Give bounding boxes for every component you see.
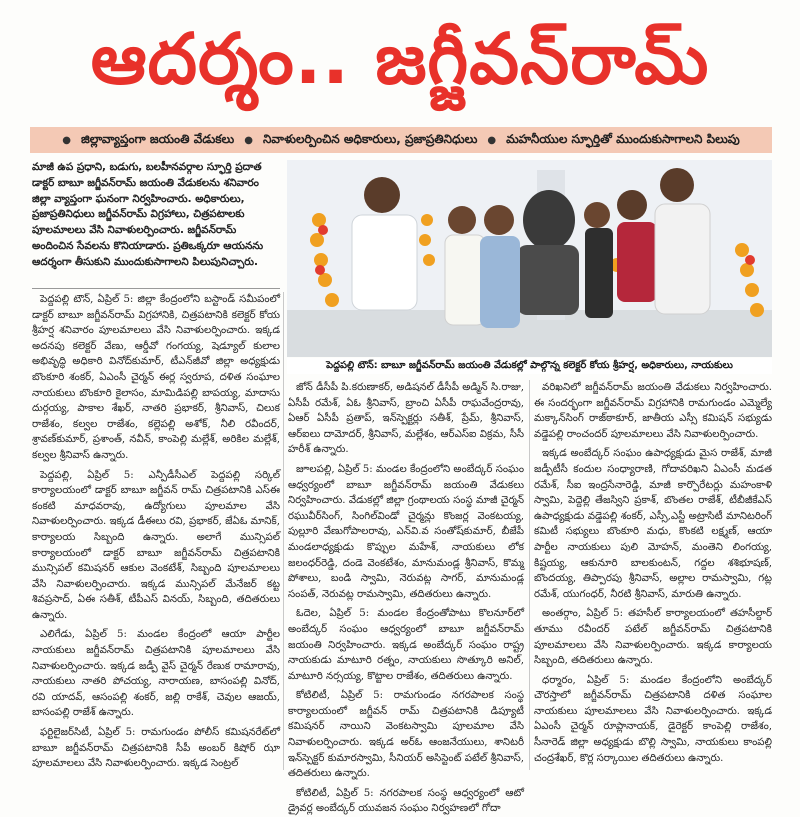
photo-caption: పెద్దపల్లి టౌన్: బాబూ జగ్జీవన్‌రామ్ జయంతి వేడుకల్లో పాల్గొన్న కలెక్టర్ కోయ శ్రీహర్ష, అధికారులు, నాయకులు — [287, 358, 772, 374]
column-divider — [283, 292, 284, 770]
photo-illustration — [287, 160, 772, 357]
lead-paragraph: మాజీ ఉప ప్రధాని, బడుగు, బలహీనవర్గాల స్ఫూర్తి ప్రదాత డాక్టర్ బాబూ జగ్జీవన్‌రామ్ జయంతి వేడుకలను శనివారం జిల్లా వ్యాప్తంగా ఘనంగా నిర్వహించారు. అధికారులు, ప్రజాప్రతినిధులు జగ్జీవన్‌రామ్ విగ్రహాలు, చిత్రపటాలకు పూలమాలలు వేసి నివాళులర్పించారు. జగ్జీవన్‌రామ్ అందించిన సేవలను కొనియాడారు. ప్రతిఒక్కరూ ఆయనను ఆదర్శంగా తీసుకుని ముందుకుసాగాలని పిలుపునిచ్చారు. — [32, 161, 264, 268]
article-paragraph: వరిఖనిలో జగ్జీవన్‌రామ్ జయంతి వేడుకలు నిర్వహించారు. ఈ సందర్భంగా జగ్జీవన్‌రామ్ విగ్రహానికి రామగుండం ఎమ్మెల్యే మక్కాన్‌సింగ్ రాజ్‌ఠాకూర్, జాతీయ ఎస్సీ కమిషన్ సభ్యుడు వడ్డెపల్లి రాంచందర్ పూలమాలలు వేసి నివాళులర్పించారు. — [534, 382, 772, 440]
article-column-3 — [534, 380, 772, 770]
article-column-1 — [32, 292, 280, 770]
article-paragraph: ఫర్టిలైజర్‌సిటీ, ఏప్రిల్ 5: రామగుండం పోలీస్ కమిషనరేట్‌లో బాబూ జగ్జీవన్‌రామ్ చిత్రపటానికి సీపీ అంబర్ కిషోర్ ఝా పూలమాలలు వేసి నివాళులర్పించారు. ఇక్కడ సెంట్రల్ — [32, 727, 280, 770]
article-paragraph: ఓదెల, ఏప్రిల్ 5: మండల కేంద్రంతోపాటు కొలనూర్‌లో అంబేద్కర్ సంఘం ఆధ్వర్యంలో బాబూ జగ్జీవన్‌రామ్ జయంతి నిర్వహించారు. ఇక్కడ అంబేద్కర్ సంఘం రాష్ట్ర నాయకుడు మాటూరి రత్నం, నాయకులు సొత్కూరి అనిల్, మాటూరి నర్సయ్య, కొట్టాల రాజేశం, తదితరులు ఉన్నారు. — [288, 608, 524, 682]
article-paragraph: జూలపల్లి, ఏప్రిల్ 5: మండల కేంద్రంలోని అంబేద్కర్ సంఘం ఆధ్వర్యంలో బాబూ జగ్జీవన్‌రామ్ జయంతి వేడుకలు నిర్వహించారు. వేడుకల్లో జిల్లా గ్రంథాలయ సంస్థ మాజీ చైర్మన్ రఘువీర్‌సింగ్, సింగిల్‌విండో చైర్మన్లు కొంజర్ల వెంకటయ్య, పుల్లూరి వేణుగోపాలరావు, ఎన్‌వి.వ‌ సంతోష్‌కుమార్, బీజేపీ మండలాధ్యక్షుడు కొప్పుల మహేశ్, నాయకులు లోక జలంధర్‌రెడ్డి, దండె వెంకటేశం, మానుమండ్ల శ్రీనివాస్, కొమ్మ పోశాలు, బండి స్వామి, నెరువట్ల సాగర్, మానుమండ్ల సంపత్, నెరువట్ల రామస్వామి, తదితరులు ఉన్నారు. — [288, 463, 524, 600]
article-paragraph: జోన్ డీసీపీ పి.కరుణాకర్, అడిషనల్ డీసీపీ అడ్మిన్ సి.రాజు, ఏసీపీ రమేశ్, ఏఓ శ్రీనివాస్, బ్రాంచి ఏసీపీ రాఘవేంద్రరావు, ఏఆర్ ఏసీపీ ప్రతాప్, ఇన్‌స్పెక్టర్లు సతీశ్, ప్రేమ్, శ్రీనివాస్, ఆర్ఐలు దామోదర్, శ్రీనివాస్, మల్లేశం, ఆర్ఎస్ఐ విక్రమ, సీసీ హరీశ్ ఉన్నారు. — [288, 382, 524, 456]
article-paragraph: ఇక్కడ అంబేద్కర్ సంఘం ఉపాధ్యక్షుడు మైస రాజేశ్, మాజీ జడ్పీటీసీ కందుల సంధ్యారాణి, గోదావరిఖని ఏఎంసీ మడత రమేశ్, సీఐ ఇంద్రసేనారెడ్డి, మాజీ కార్పొరేటర్లు మహంకాళి స్వామి, పెద్దెల్లి తేజస్విని ప్రకాశ్, బొంతల రాజేశ్, టీబీజీకేఎస్ ఉపాధ్యక్షుడు వడ్డెపల్లి శంకర్, ఎస్సీ,ఎస్టీ అట్రాసిటీ మానిటరింగ్ కమిటీ సభ్యులు బొంకూరి మధు, కొంకటి లక్ష్మణ్, ఆయా పార్టీల నాయకులు పులి మోహన్, మంతెని లింగయ్య, కిష్టయ్య, ఆకునూరి బాలకుంటన్, గద్దల శశిభూషణ్, బొందయ్య, తిప్పారపు శ్రీనివాస్, అల్లాల రామస్వామి, గట్ల రమేశ్, యుగంధర్, నీరటి శ్రీనివాస్, మారుతి ఉన్నారు. — [534, 448, 772, 600]
bullet-icon: ● — [244, 134, 253, 146]
article-paragraph: పెద్దపల్లి టౌన్, ఏప్రిల్ 5: జిల్లా కేంద్రంలోని బస్టాండ్ సమీపంలో డాక్టర్ బాబూ జగ్జీవన్‌రామ్ విగ్రహానికి, చిత్రపటానికి కలెక్టర్ కోయ శ్రీహర్ష శనివారం పూలమాలలు వేసి నివాళులర్పించారు. ఇక్కడ అదనపు కలెక్టర్ వేణు, ఆర్డీవో గంగయ్య, షెడ్యూల్ కులాల అభివృద్ధి అధికారి వినోద్‌కుమార్, టీఎన్‌జీవో జిల్లా అధ్యక్షుడు బొంకూరి శంకర్, ఏఎంసీ చైర్మన్ ఈర్ల స్వరూప, దళిత సంఘాల నాయకులు బొంకూరి కైలాసం, మామిడిపల్లి బాపయ్య, మాదాసు దుర్గయ్య, పాకాల శేఖర్, నాతరి ప్రభాకర్, శ్రీనివాస్, చిలుక రాజేశం, కల్వల రాజేశం, కల్లెపల్లి అశోక్, నీలి రవీందర్, శ్రావణ్‌కుమార్, ప్రశాంత్, నవీన్, కాంపెల్లి మల్లేశ్, అరికిల మల్లేశ్, కల్వల శ్రీనివాస్ ఉన్నారు. — [32, 294, 280, 461]
headline — [0, 0, 800, 118]
article-paragraph: కోటిలిటీ, ఏప్రిల్ 5: రామగుండం నగరపాలక సంస్థ కార్యాలయంలో జగ్జీవన్ రామ్ చిత్రపటానికి డిప్యూటీ కమిషనర్ నాయిని వెంకటస్వామి పూలమాల వేసి నివాళులర్పించారు. ఇక్కడ అర్ఓ ఆంజనేయులు, శానిటరీ ఇన్‌స్పెక్టర్ కుమారస్వామి, సీనియర్ అసిస్టెంట్ పటేల్ శ్రీనివాస్, తదితరులు ఉన్నారు. — [288, 690, 524, 780]
article-paragraph: ఎలిగేడు, ఏప్రిల్ 5: మండల కేంద్రంలో ఆయా పార్టీల నాయకులు జగ్జీవన్‌రామ్ చిత్రపటానికి పూలమాలలు వేసి నివాళులర్పించారు. ఇక్కడ జడ్పీ వైస్ చైర్మన్ రేణుక రామారావు, నాయకులు నాతరి పోచయ్య, నారాయణ, బాసంపల్లి వినోద్, రవి యాదవ్, ఆసంపల్లి శంకర్, జల్లి రాకేశ్, చెవుల ఆజయ్, బాసంపల్లి రాజేశ్ ఉన్నారు. — [32, 629, 280, 719]
bullet-icon: ● — [487, 134, 497, 146]
article-paragraph: అంతర్గాం, ఏప్రిల్ 5: తహసీల్ కార్యాలయంలో తహసీల్దార్ తూము రవీందర్ పటేల్ జగ్జీవన్‌రామ్ చిత్రపటానికి పూలమాలలు వేసి నివాళులర్పించారు. ఇక్కడ కార్యాలయ సిబ్బంది, తదితరులు ఉన్నారు. — [534, 608, 772, 667]
headline-text: ఆదర్శం.. జగ్జీవన్‌రామ్ — [90, 18, 710, 100]
article-paragraph: కోటిలిటీ, ఏప్రిల్ 5: నగరపాలక సంస్థ ఆధ్వర్యంలో ఆటో డ్రైవర్ల అంబేద్కర్ యువజన సంఘం నిర్వహణలో గోదా — [288, 787, 524, 815]
subhead-2: నివాళులర్పించిన అధికారులు, ప్రజాప్రతినిధులు — [262, 131, 478, 146]
news-photo — [287, 160, 772, 357]
divider — [32, 288, 280, 289]
article-column-2 — [288, 380, 524, 815]
column-divider — [529, 380, 530, 770]
subhead-1: జిల్లావ్యాప్తంగా జయంతి వేడుకలు — [80, 131, 235, 146]
bullet-icon: ● — [62, 134, 71, 146]
article-paragraph: పెద్దపల్లి, ఏప్రిల్ 5: ఎన్పీడీసీఎల్ పెద్దపల్లి సర్కిల్ కార్యాలయంలో డాక్టర్ బాబూ జగ్జీవన్ రామ్ చిత్రపటానికి ఎస్ఈ కంకటి మాధవరావు, ఉద్యోగులు పూలమాల వేసి నివాళులర్పించారు. ఇక్కడ డీఈలు రవి, ప్రభాకర్, జేఏఓ మానిక్, కార్యాలయ సిబ్బంది ఉన్నారు. అలాగే మున్సిపల్ కార్యాలయంలో డాక్టర్ బాబూ జగ్జీవన్‌రామ్ చిత్రపటానికి మున్సిపల్ కమిషనర్ ఆకుల వెంకటేశ్, సిబ్బంది పూలమాలలు వేసి నివాళులర్పించారు. ఇక్కడ మున్సిపల్ మేనేజర్ కట్ట శివప్రసాద్, ఏఈ సతీశ్, టీపీఎస్ వినయ్, సిబ్బంది, తదితరులు ఉన్నారు. — [32, 469, 280, 621]
article-paragraph: ధర్మారం, ఏప్రిల్ 5: మండల కేంద్రంలోని అంబేద్కర్ చౌరస్తాలో జగ్జీవన్‌రామ్ చిత్రపటానికి దళిత సంఘాల నాయకులు పూలమాలలు వేసి నివాళులర్పించారు. ఇక్కడ ఏఎంసీ చైర్మన్ రూప్లానాయక్, డైరెక్టర్ కాంపెల్లి రాజేశం, సీనారెడ్ జిల్లా అధ్యక్షుడు బొల్లి స్వామి, నాయకులు కాంపల్లి చంద్రశేఖర్, కొర్ల సర్కాయిల తదితరులు ఉన్నారు. — [534, 674, 772, 764]
subhead-3: మహనీయుల స్ఫూర్తితో ముందుకుసాగాలని పిలుపు — [506, 131, 740, 146]
subheadline-bar — [30, 127, 772, 153]
